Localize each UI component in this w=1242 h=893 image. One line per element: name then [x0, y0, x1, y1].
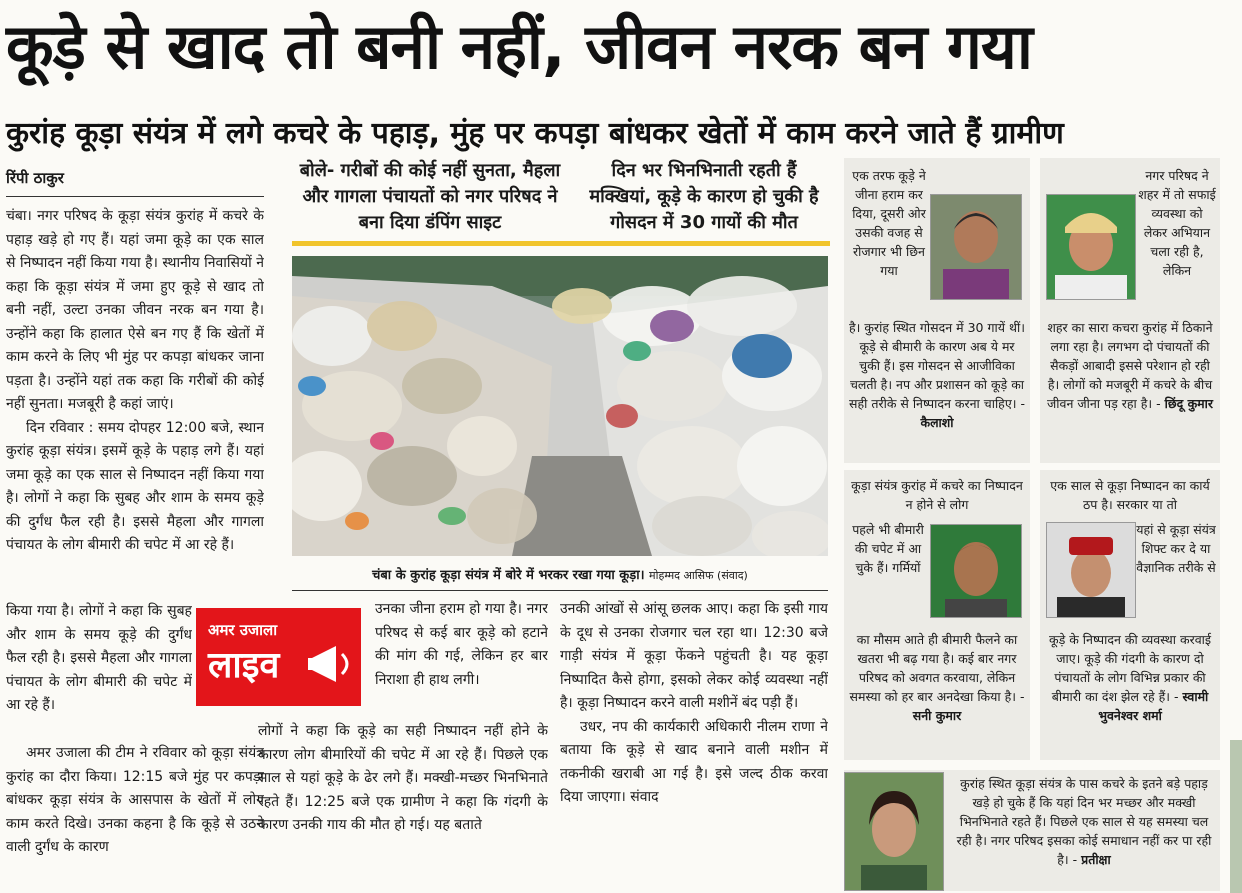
box-2-text-top: नगर परिषद ने शहर में तो सफाई व्यवस्था को लेकर अभियान चला रही है, लेकिन [1138, 168, 1216, 278]
portrait-kailasho [930, 194, 1022, 300]
column-1-para-2-cont: किया गया है। लोगों ने कहा कि सुबह और शाम के समय कूड़े की दुर्गंध फैल रही है। इससे मैहला और गागला पंचायत के लोग बीमारी की चपेट में आ रहे हैं। [6, 603, 192, 713]
quote-box-pratiksha [844, 770, 1220, 891]
photo-credit: मोहम्मद आसिफ (संवाद) [649, 569, 748, 582]
headline: कूड़े से खाद तो बनी नहीं, जीवन नरक बन गया [6, 10, 1032, 83]
column-1-para-3: अमर उजाला की टीम ने रविवार को कूड़ा संयंत्र कुरांह का दौरा किया। 12:15 बजे मुंह पर कपड़ा बांधकर कूड़ा संयंत्र के आसपास के खेतों में लोग काम करते दिखे। उनका कहना है कि कूड़े से उठने वाली दुर्गंध के कारण [6, 745, 264, 855]
quote-box-chhindu [1040, 158, 1220, 463]
box-1-name: कैलाशो [920, 415, 954, 430]
column-2-para-2: लोगों ने कहा कि कूड़े का सही निष्पादन नहीं होने के कारण लोग बीमारियों की चपेट में आ रहे हैं। पिछले एक साल से यहां कूड़े के ढेर लगे हैं। मक्खी-मच्छर भिनभिनाते रहते हैं। 12:25 बजे एक ग्रामीण ने कहा कि गंदगी के कारण उनकी गाय की मौत हो गई। यह बताते [258, 723, 548, 833]
caption-rule [292, 590, 828, 591]
box-1-text-bottom: है। कुरांह स्थित गोसदन में 30 गायें थीं। कूड़े से बीमारी के कारण अब ये मर चुकी हैं। इस गोसदन से आजीविका चलती है। नप और प्रशासन को कूड़े का सही तरीके से निष्पादन करना चाहिए। - कैलाशो [849, 320, 1025, 430]
column-2-para-1: उनका जीना हराम हो गया है। नगर परिषद से कई बार कूड़े को हटाने की मांग की गई, लेकिन हर बार निराशा ही हाथ लगी। [375, 601, 548, 688]
quote-box-kailasho [844, 158, 1030, 463]
quote-box-swami: एक साल से कूड़ा निष्पादन का कार्य ठप है। सरकार या तो यहां से कूड़ा संयंत्र शिफ्ट कर दे या वैज्ञानिक तरीके से कूड़े के निष्पादन की व्यवस्था करवाई जाए। कूड़े की गंदगी के कारण दो पंचायतों के लोग विभिन्न प्रकार की बीमारी का दंश झेल रहे हैं। - स्वामी भुवनेश्वर शर्मा [1040, 470, 1220, 760]
box-5-text: कुरांह स्थित कूड़ा संयंत्र के पास कचरे के इतने बड़े पहाड़ खड़े हो चुके हैं कि यहां दिन भर मच्छर और मक्खी भिनभिनाते रहते हैं। पिछले एक साल से यह समस्या चल रही है। नगर परिषद इसका कोई समाधान नहीं कर पा रही है। - प्रतीक्षा [956, 776, 1212, 867]
quote-divider [292, 241, 830, 246]
quote-right: दिन भर भिनभिनाती रहती हैं मक्खियां, कूड़े के कारण हो चुकी है गोसदन में 30 गायों की मौत [589, 160, 819, 233]
column-3 [560, 598, 828, 888]
column-1-para-2: दिन रविवार : समय दोपहर 12:00 बजे, स्थान कुरांह कूड़ा संयंत्र। इसमें कूड़े के पहाड़ लगे हैं। यहां जमा कूड़े का एक साल से निष्पादन नहीं किया गया है। लोगों ने कहा कि सुबह और शाम के समय कूड़े की दुर्गंध फैल रही है। इससे मैहला और गागला पंचायत के लोग बीमारी की चपेट में आ रहे हैं। [6, 419, 264, 553]
box-3-name: सनी कुमार [912, 708, 962, 723]
portrait-pratiksha [844, 772, 944, 891]
subheadline: कुरांह कूड़ा संयंत्र में लगे कचरे के पहाड़, मुंह पर कपड़ा बांधकर खेतों में काम करने जाते हैं ग्रामीण [6, 116, 1064, 151]
portrait-swami [1046, 522, 1136, 618]
portrait-chhindu [1046, 194, 1136, 300]
box-4-text-bottom: कूड़े के निष्पादन की व्यवस्था करवाई जाए। कूड़े की गंदगी के कारण दो पंचायतों के लोग विभिन्न प्रकार की बीमारी का दंश झेल रहे हैं। - स्वामी भुवनेश्वर शर्मा [1048, 632, 1212, 723]
byline-rule [6, 196, 264, 197]
photo-caption-text: चंबा के कुरांह कूड़ा संयंत्र में बोरे में भरकर रखा गया कूड़ा। [372, 568, 645, 583]
box-1-text-top: एक तरफ कूड़े ने जीना हराम कर दिया, दूसरी ओर उसकी वजह से रोजगार भी छिन गया [852, 168, 926, 278]
amar-ujala-live-logo [196, 608, 361, 706]
column-2-bottom [258, 720, 548, 890]
photo-caption [292, 566, 828, 586]
column-3-signoff: संवाद [630, 789, 659, 805]
edge-strip [1230, 740, 1242, 893]
megaphone-icon [308, 642, 356, 686]
quote-box-sunny: कूड़ा संयंत्र कुरांह में कचरे का निष्पादन न होने से लोग पहले भी बीमारी की चपेट में आ चुके हैं। गर्मियों का मौसम आते ही बीमारी फैलने का खतरा भी बढ़ गया है। कई बार नगर परिषद को अवगत करवाया, लेकिन समस्या को हर बार अनदेखा किया है। - सनी कुमार [844, 470, 1030, 760]
box-2-text-bottom: शहर का सारा कचरा कुरांह में ठिकाने लगा रहा है। लगभग दो पंचायतों की सैकड़ों आबादी इससे परेशान हो रही है। लोगों को मजबूरी में कचरे के बीच जीवन जीना पड़ रहा है। - छिंदू कुमार [1046, 320, 1214, 411]
box-3-text-bottom: का मौसम आते ही बीमारी फैलने का खतरा भी बढ़ गया है। कई बार नगर परिषद को अवगत करवाया, लेकिन समस्या को हर बार अनदेखा किया है। - सनी कुमार [849, 632, 1025, 723]
box-2-name: छिंदू कुमार [1164, 396, 1214, 411]
box-3-text-top: पहले भी बीमारी की चपेट में आ चुके हैं। गर्मियों [852, 522, 924, 575]
portrait-sunny [930, 524, 1022, 618]
box-4-text-top: यहां से कूड़ा संयंत्र शिफ्ट कर दे या वैज्ञानिक तरीके से [1136, 522, 1216, 575]
column-1-bottom [6, 742, 264, 890]
column-1-top [6, 205, 264, 600]
box-4-name: स्वामी भुवनेश्वर शर्मा [1098, 689, 1209, 723]
logo-top-text: अमर उजाला [208, 621, 278, 639]
byline: रिंपी ठाकुर [6, 169, 64, 187]
quote-left: बोले- गरीबों की कोई नहीं सुनता, मैहला और गागला पंचायतों को नगर परिषद ने बना दिया डंपिंग साइट [299, 160, 561, 233]
column-2-top [375, 598, 548, 716]
column-3-para-2: उधर, नप की कार्यकारी अधिकारी नीलम राणा ने बताया कि कूड़े से खाद बनाने वाली मशीन में तकनीकी खराबी आ गई है। इसे जल्द ठीक करवा दिया जाएगा। [560, 718, 828, 805]
garbage-photo [292, 256, 828, 556]
logo-main-text: लाइव [208, 645, 280, 686]
column-1-wrap [6, 600, 192, 740]
column-3-para-1: उनकी आंखों से आंसू छलक आए। कहा कि इसी गाय के दूध से उनका रोजगार चल रहा था। 12:30 बजे गाड़ी संयंत्र में कूड़ा फेंकने पहुंचती है। यह कूड़ा निष्पादित कैसे होगा, इसको लेकर कोई व्यवस्था नहीं है। कूड़ा निष्पादन करने वाली मशीनें बंद पड़ी हैं। [560, 601, 828, 711]
column-1-para-1: चंबा। नगर परिषद के कूड़ा संयंत्र कुरांह में कचरे के पहाड़ खड़े हो गए हैं। यहां जमा कूड़े का एक साल से निष्पादन नहीं किया गया है। स्थानीय निवासियों ने कहा कि कूड़ा संयंत्र में जमा हुए कूड़े से खाद तो बनी नहीं, उल्टा उनका जीवन नरक बन गया है। उन्होंने कहा कि हालात ऐसे बन गए हैं कि खेतों में काम करने के लिए भी मुंह पर कपड़ा बांधकर जाना पड़ता है। उन्होंने यहां तक कहा कि गरीबों की कोई नहीं सुनता। मजबूरी है कहां जाएं। [6, 208, 264, 412]
box-5-name: प्रतीक्षा [1081, 852, 1111, 867]
